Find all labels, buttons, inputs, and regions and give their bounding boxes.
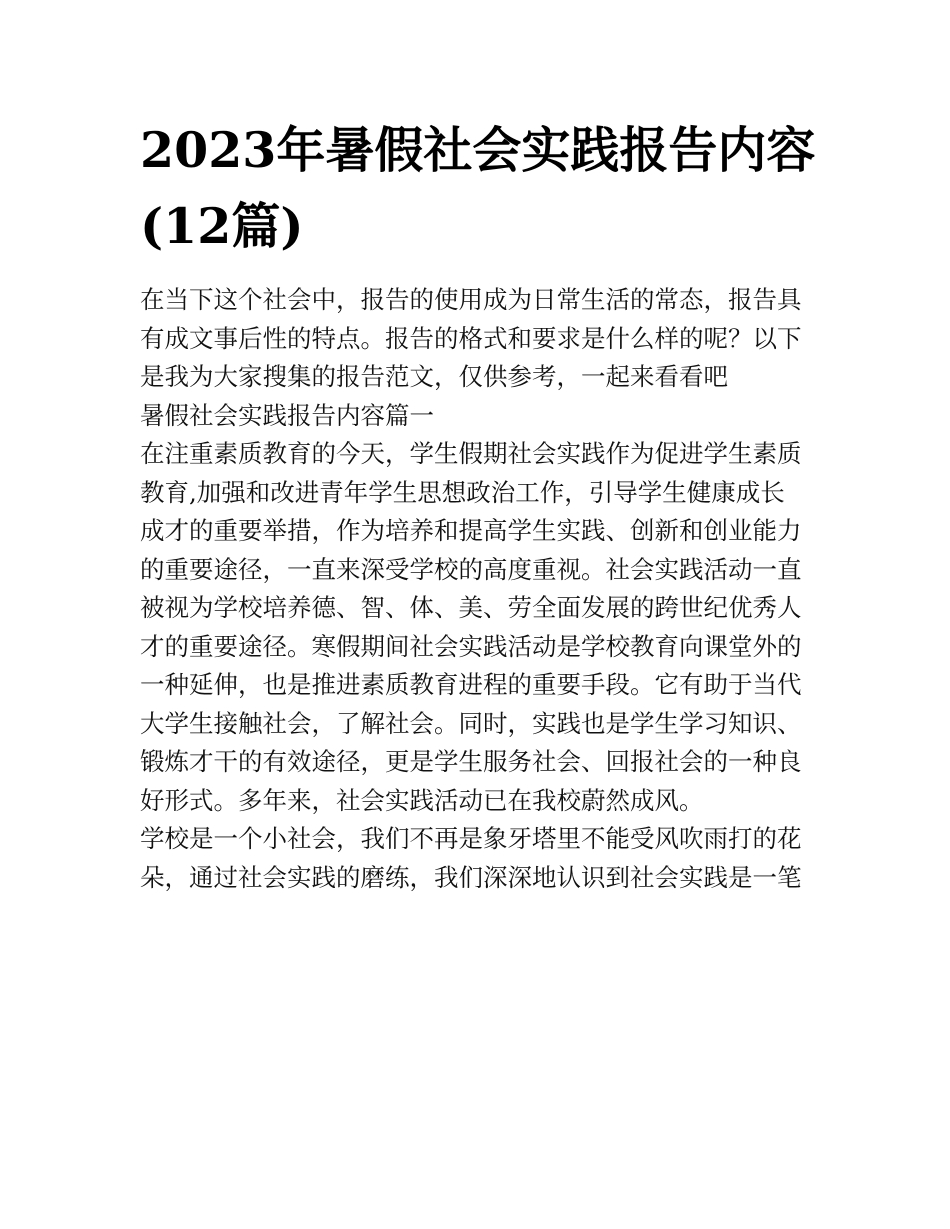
paragraph-line: 教育,加强和改进青年学生思想政治工作，引导学生健康成长 [140,477,785,507]
document-title [140,112,830,264]
paragraph-line: 好形式。多年来，社会实践活动已在我校蔚然成风。 [140,785,704,815]
intro-line: 有成文事后性的特点。报告的格式和要求是什么样的呢？以下 [140,323,802,353]
title-line-2: (12篇) [140,197,304,255]
intro-paragraph [140,281,820,397]
paragraph-line: 在注重素质教育的今天，学生假期社会实践作为促进学生素质 [140,439,802,468]
paragraph-line: 被视为学校培养德、智、体、美、劳全面发展的跨世纪优秀人 [140,593,802,622]
paragraph-line: 大学生接触社会，了解社会。同时，实践也是学生学习知识、 [140,708,802,738]
title-line-1: 2023年暑假社会实践报告内容 [140,121,816,179]
paragraph-2 [140,820,820,897]
intro-line: 在当下这个社会中，报告的使用成为日常生活的常态，报告具 [140,285,802,314]
section-heading: 暑假社会实践报告内容篇一 [140,400,434,430]
paragraph-line: 锻炼才干的有效途径，更是学生服务社会、回报社会的一种良 [140,747,802,776]
paragraph-line: 朵，通过社会实践的磨练，我们深深地认识到社会实践是一笔 [140,862,802,892]
paragraph-line: 成才的重要举措，作为培养和提高学生实践、创新和创业能力 [140,516,802,545]
paragraph-line: 一种延伸，也是推进素质教育进程的重要手段。它有助于当代 [140,670,802,699]
paragraph-line: 的重要途径，一直来深受学校的高度重视。社会实践活动一直 [140,554,802,584]
intro-line: 是我为大家搜集的报告范文，仅供参考，一起来看看吧 [140,362,728,391]
paragraph-line: 才的重要途径。寒假期间社会实践活动是学校教育向课堂外的 [140,631,802,661]
document-body [140,281,820,897]
paragraph-line: 学校是一个小社会，我们不再是象牙塔里不能受风吹雨打的花 [140,824,802,853]
paragraph-1 [140,435,820,820]
